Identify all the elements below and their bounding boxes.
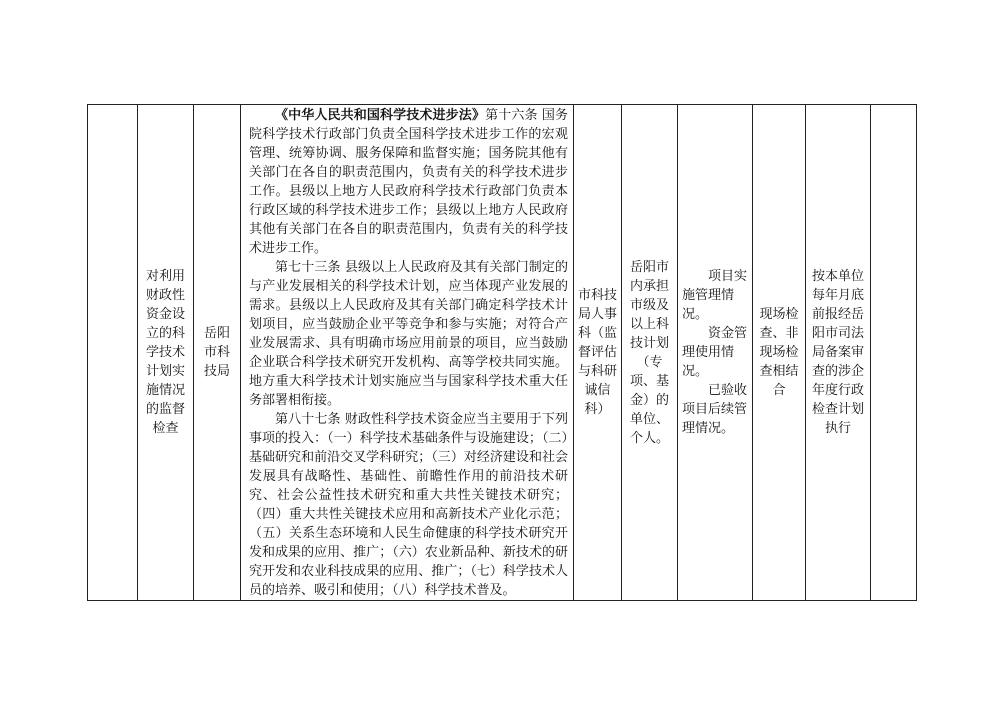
blank-cell-right xyxy=(871,105,917,601)
legal-basis-text-1: 第十六条 国务院科学技术行政部门负责全国科学技术进步工作的宏观管理、统筹协调、服务保障和监督实施；国务院其他有关部门在各自的职责范围内，负责有关的科学技术进步工作。县级以上地方人民政府科学技术行政部门负责本行政区域的科学技术进步工作；县级以上地方人民政府其他有关部门在各自的职责范围内，负责有关的科学技术进步工作。 xyxy=(249,108,568,256)
agency-cell: 岳阳市科技局 xyxy=(194,105,241,601)
inspection-item-cell: 对利用财政性资金设立的科学技术计划实施情况的监督检查 xyxy=(138,105,194,601)
content-cell xyxy=(678,105,753,601)
content-line-2: 资金管理使用情况。 xyxy=(682,326,748,379)
legal-basis-para-3: 第八十七条 财政性科学技术资金应当主要用于下列事项的投入：（一）科学技术基础条件与设施建设；（二）基础研究和前沿交叉学科研究；（三）对经济建设和社会发展具有战略性、基础性、前瞻性作用的前沿技术研究、社会公益性技术研究和重大共性关键技术研究；（四）重大共性关键技术应用和高新技术产业化示范；（五）关系生态环境和人民生命健康的科学技术研究开发和成果的应用、推广；（六）农业新品种、新技术的研究开发和农业科技成果的应用、推广；（七）科学技术人员的培养、吸引和使用；（八）科学技术普及。 xyxy=(249,412,568,598)
plan-cell: 按本单位每年月底前报经岳阳市司法局备案审查的涉企年度行政检查计划执行 xyxy=(806,105,871,601)
legal-basis-para-2: 第七十三条 县级以上人民政府及其有关部门制定的与产业发展相关的科学技术计划，应当体现产业发展的需求。县级以上人民政府及其有关部门确定科学技术计划项目，应当鼓励企业平等竞争和参与实施；对符合产业发展需求、具有明确市场应用前景的项目，应当鼓励企业联合科学技术研究开发机构、高等学校共同实施。地方重大科学技术计划实施应当与国家科学技术重大任务部署相衔接。 xyxy=(249,260,568,408)
content-line-3: 已验收项目后续管理情况。 xyxy=(682,383,748,436)
legal-basis-para-1 xyxy=(249,106,568,258)
blank-cell-left xyxy=(88,105,138,601)
legal-basis-cell xyxy=(241,105,574,601)
content-line-1: 项目实施管理情况。 xyxy=(682,269,748,322)
table-row xyxy=(88,105,917,601)
target-cell: 岳阳市内承担市级及以上科技计划（专项、基金）的单位、个人。 xyxy=(622,105,678,601)
law-title: 《中华人民共和国科学技术进步法》 xyxy=(275,108,486,123)
department-cell: 市科技局人事科（监督评估与科研诚信科） xyxy=(574,105,622,601)
method-cell: 现场检查、非现场检查相结合 xyxy=(753,105,806,601)
inspection-table xyxy=(87,104,917,601)
